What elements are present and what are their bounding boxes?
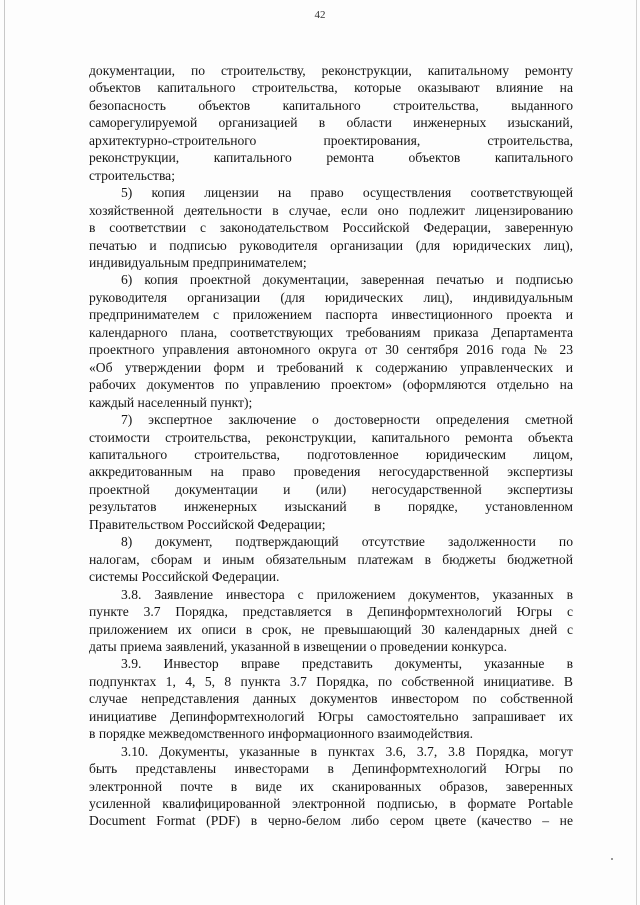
text-line: 7) экспертное заключение о достоверности определения сметной xyxy=(121,412,573,428)
text-line: 3.10. Документы, указанные в пунктах 3.6, 3.7, 3.8 Порядка, могут xyxy=(121,743,573,759)
text-line: проектного управления автономного округа от 30 сентября 2016 года № 23 xyxy=(89,342,573,358)
paragraph xyxy=(89,184,573,271)
text-line: усиленной квалифицированной электронной подписью, в формате Portable xyxy=(89,796,573,812)
text-line: капитального строительства, подготовленное юридическим лицом, xyxy=(89,446,573,462)
text-line: инициативе Депинформтехнологий Югры самостоятельно запрашивает их xyxy=(89,708,573,724)
page-number: 42 xyxy=(314,9,326,21)
text-line: стоимости строительства, реконструкции, капитального ремонта объекта xyxy=(89,429,573,445)
page-edge-right xyxy=(636,0,637,905)
text-line: Правительством Российской Федерации; xyxy=(89,516,326,532)
text-line: 5) копия лицензии на право осуществления соответствующей xyxy=(121,185,573,201)
text-line: печатью и подписью руководителя организации (для юридических лиц), xyxy=(89,237,573,253)
text-line: приложением их описи в срок, не превышающий 30 календарных дней с xyxy=(89,621,573,637)
text-line: реконструкции, капитального ремонта объектов капитального xyxy=(89,150,573,166)
text-line: 3.9. Инвестор вправе представить документы, указанные в xyxy=(121,656,573,672)
text-line: индивидуальным предпринимателем; xyxy=(89,254,307,270)
text-line: подпунктах 1, 4, 5, 8 пункта 3.7 Порядка, по собственной инициативе. В xyxy=(89,673,573,689)
text-line: календарного плана, соответствующих требованиям приказа Департамента xyxy=(89,324,573,340)
document-body xyxy=(89,62,573,830)
paragraph xyxy=(89,655,573,742)
text-line: саморегулируемой организацией в области инженерных изысканий, xyxy=(89,115,573,131)
paragraph xyxy=(89,411,573,533)
paragraph xyxy=(89,743,573,830)
text-line: пункте 3.7 Порядка, представляется в Депинформтехнологий Югры с xyxy=(89,604,573,620)
text-line: даты приема заявлений, указанной в извещении о проведении конкурса. xyxy=(89,638,507,654)
paragraph xyxy=(89,271,573,411)
text-line: безопасность объектов капитального строительства, выданного xyxy=(89,97,573,113)
page-edge-left xyxy=(4,0,5,905)
text-line: в соответствии с законодательством Российской Федерации, заверенную xyxy=(89,220,573,236)
text-line: Document Format (PDF) в черно-белом либо сером цвете (качество – не xyxy=(89,813,573,829)
paragraph xyxy=(89,533,573,585)
text-line: «Об утверждении форм и требований к содержанию управленческих и xyxy=(89,359,573,375)
text-line: проектной документации и (или) негосударственной экспертизы xyxy=(89,481,573,497)
text-line: налогам, сборам и иным обязательным платежам в бюджеты бюджетной xyxy=(89,551,573,567)
text-line: 8) документ, подтверждающий отсутствие задолженности по xyxy=(121,534,573,550)
text-line: хозяйственной деятельности в случае, если оно подлежит лицензированию xyxy=(89,202,573,218)
text-line: документации, по строительству, реконструкции, капитальному ремонту xyxy=(89,63,573,78)
text-line: предпринимателем с приложением паспорта инвестиционного проекта и xyxy=(89,307,573,323)
text-line: 3.8. Заявление инвестора с приложением документов, указанных в xyxy=(121,586,573,602)
text-line: каждый населенный пункт); xyxy=(89,394,253,410)
text-line: случае непредставления данных документов инвестором по собственной xyxy=(89,691,573,707)
text-line: системы Российской Федерации. xyxy=(89,569,280,585)
text-line: строительства; xyxy=(89,167,175,183)
text-line: аккредитованным на право проведения негосударственной экспертизы xyxy=(89,464,573,480)
text-line: архитектурно-строительного проектирования, строительства, xyxy=(89,132,573,148)
text-line: руководителя организации (для юридических лиц), индивидуальным xyxy=(89,289,573,305)
text-line: быть представлены инвесторами в Депинформтехнологий Югры по xyxy=(89,761,573,777)
text-line: электронной почте в виде их сканированных образов, заверенных xyxy=(89,778,573,794)
paragraph xyxy=(89,62,573,184)
text-line: результатов инженерных изысканий в порядке, установленном xyxy=(89,499,573,515)
scan-speck xyxy=(611,858,613,860)
text-line: 6) копия проектной документации, заверенная печатью и подписью xyxy=(121,272,573,288)
text-line: рабочих документов по управлению проектом» (оформляются отдельно на xyxy=(89,377,573,393)
text-line: в порядке межведомственного информационного взаимодействия. xyxy=(89,726,474,742)
text-line: объектов капитального строительства, которые оказывают влияние на xyxy=(89,80,573,96)
paragraph xyxy=(89,586,573,656)
